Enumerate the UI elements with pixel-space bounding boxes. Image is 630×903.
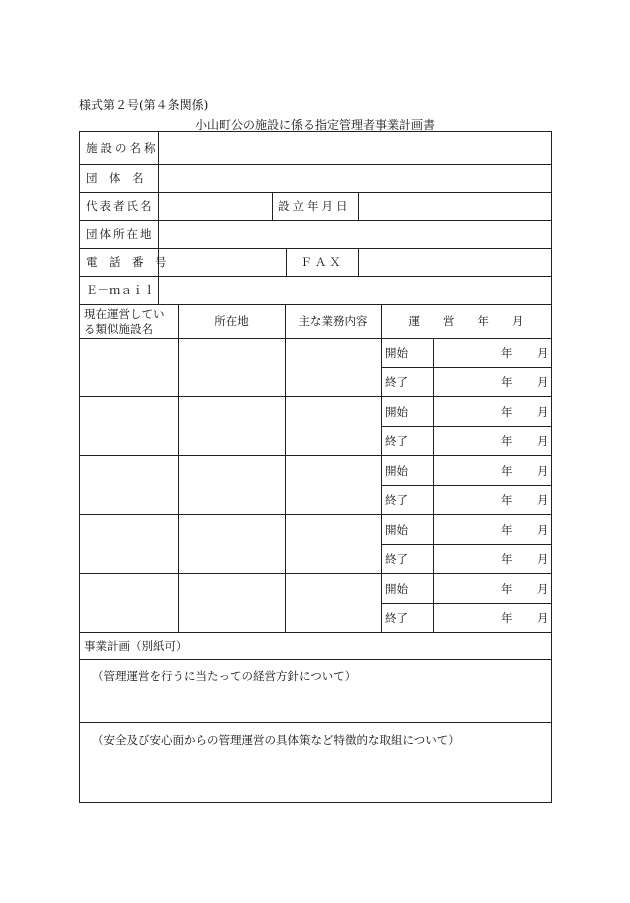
month-label: 月	[537, 434, 549, 448]
row-divider	[80, 248, 551, 249]
row-divider	[80, 396, 551, 397]
col-divider	[272, 192, 273, 220]
start-label: 開始	[385, 464, 408, 478]
year-label: 年	[501, 523, 513, 537]
year-label: 年	[501, 405, 513, 419]
label-established-date: 設立年月日	[278, 199, 351, 213]
end-label: 終了	[385, 611, 408, 625]
row-divider	[80, 573, 551, 574]
year-label: 年	[501, 464, 513, 478]
form-number: 様式第２号(第４条関係)	[79, 98, 209, 112]
col-divider	[158, 132, 159, 304]
start-label: 開始	[385, 582, 408, 596]
month-label: 月	[537, 523, 549, 537]
month-label: 月	[537, 493, 549, 507]
month-label: 月	[537, 405, 549, 419]
year-label: 年	[501, 346, 513, 360]
row-divider	[80, 659, 551, 660]
label-org-address: 団体所在地	[86, 227, 154, 241]
col-divider	[178, 304, 179, 632]
start-label: 開始	[385, 346, 408, 360]
year-label: 年	[501, 434, 513, 448]
header-location: 所在地	[214, 314, 249, 328]
application-form	[79, 131, 552, 803]
document-title: 小山町公の施設に係る指定管理者事業計画書	[194, 118, 435, 132]
row-divider	[80, 220, 551, 221]
row-divider	[80, 455, 551, 456]
row-subdivider	[381, 544, 551, 545]
month-label: 月	[537, 611, 549, 625]
label-representative: 代表者氏名	[86, 199, 154, 213]
header-similar-facility-2: る類似施設名	[84, 322, 153, 336]
end-label: 終了	[385, 552, 408, 566]
end-label: 終了	[385, 493, 408, 507]
row-divider	[80, 632, 551, 633]
label-facility-name: 施設の名称	[86, 141, 159, 155]
row-divider	[80, 164, 551, 165]
col-divider	[433, 338, 434, 632]
col-divider	[358, 248, 359, 276]
plan-heading: 事業計画（別紙可）	[84, 639, 188, 653]
header-operation-period: 運 営 年 月	[408, 314, 524, 328]
year-label: 年	[501, 611, 513, 625]
col-divider	[358, 192, 359, 220]
year-label: 年	[501, 552, 513, 566]
month-label: 月	[537, 346, 549, 360]
policy-note: （管理運営を行うに当たっての経営方針について）	[92, 669, 357, 683]
row-divider	[80, 722, 551, 723]
row-divider	[80, 514, 551, 515]
year-label: 年	[501, 375, 513, 389]
row-divider	[80, 276, 551, 277]
header-similar-facility-1: 現在運営してい	[84, 307, 165, 321]
year-label: 年	[501, 493, 513, 507]
label-org-name: 団 体 名	[86, 171, 144, 185]
end-label: 終了	[385, 375, 408, 389]
label-fax: ＦＡＸ	[300, 255, 344, 269]
row-subdivider	[381, 426, 551, 427]
month-label: 月	[537, 552, 549, 566]
col-divider	[381, 304, 382, 632]
month-label: 月	[537, 582, 549, 596]
col-divider	[285, 304, 286, 632]
row-subdivider	[381, 367, 551, 368]
end-label: 終了	[385, 434, 408, 448]
header-main-business: 主な業務内容	[298, 314, 368, 328]
row-subdivider	[381, 485, 551, 486]
start-label: 開始	[385, 523, 408, 537]
label-phone: 電 話 番 号	[86, 255, 167, 269]
row-divider	[80, 192, 551, 193]
row-divider	[80, 304, 551, 305]
month-label: 月	[537, 464, 549, 478]
safety-note: （安全及び安心面からの管理運営の具体策など特徴的な取組について）	[92, 733, 460, 747]
month-label: 月	[537, 375, 549, 389]
year-label: 年	[501, 582, 513, 596]
start-label: 開始	[385, 405, 408, 419]
row-subdivider	[381, 603, 551, 604]
label-email: Ｅ－ｍａｉｌ	[86, 283, 155, 297]
row-divider	[80, 338, 551, 339]
